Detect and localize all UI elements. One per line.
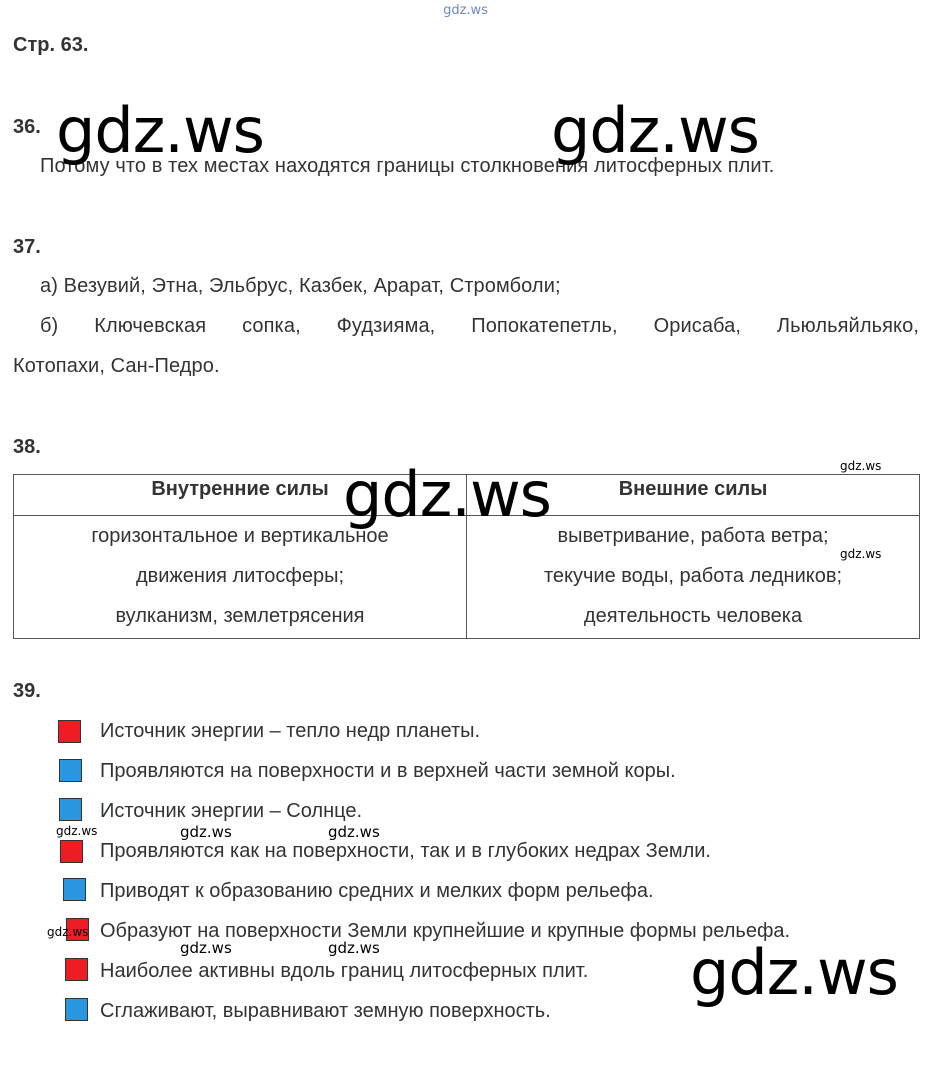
watermark-small: gdz.ws xyxy=(328,823,380,841)
question-36-number: 36. xyxy=(13,116,41,138)
red-square-marker xyxy=(65,958,88,981)
watermark-small: gdz.ws xyxy=(328,939,380,957)
blue-square-marker xyxy=(65,998,88,1021)
list-item: Проявляются на поверхности и в верхней части земной коры. xyxy=(100,760,676,782)
table-row xyxy=(14,516,920,639)
blue-square-marker xyxy=(59,798,82,821)
external-force-line: деятельность человека xyxy=(583,605,803,627)
question-37-word: Орисаба, xyxy=(653,315,742,337)
question-37-word: Льюльяйльяко, xyxy=(776,315,919,337)
external-force-line: выветривание, работа ветра; xyxy=(557,525,829,547)
internal-force-line: горизонтальное и вертикальное xyxy=(91,525,389,547)
question-37-line-a: а) Везувий, Этна, Эльбрус, Казбек, Арарат, Стромболи; xyxy=(40,275,561,297)
watermark-small: gdz.ws xyxy=(180,823,232,841)
external-forces-header: Внешние силы xyxy=(467,475,920,516)
question-37-word: Попокатепетль, xyxy=(471,315,618,337)
list-item: Наиболее активны вдоль границ литосферных плит. xyxy=(100,960,589,982)
question-37-line-b-continued: Котопахи, Сан-Педро. xyxy=(13,355,220,377)
question-37-line-b xyxy=(40,315,919,338)
external-forces-cell xyxy=(467,516,920,639)
question-38-number: 38. xyxy=(13,436,41,458)
list-item: Сглаживают, выравнивают земную поверхность. xyxy=(100,1000,551,1022)
question-39-number: 39. xyxy=(13,680,41,702)
question-36-answer: Потому что в тех местах находятся границы столкновения литосферных плит. xyxy=(40,155,775,177)
list-item: Проявляются как на поверхности, так и в глубоких недрах Земли. xyxy=(100,840,711,862)
question-37-word: б) xyxy=(40,315,59,337)
list-item: Источник энергии – тепло недр планеты. xyxy=(100,720,481,742)
internal-forces-header: Внутренние силы xyxy=(14,475,467,516)
watermark-big: gdz.ws xyxy=(343,458,551,531)
red-square-marker xyxy=(60,840,83,863)
blue-square-marker xyxy=(63,878,86,901)
question-37-word: сопка, xyxy=(242,315,301,337)
watermark-small: gdz.ws xyxy=(47,925,89,939)
internal-forces-cell xyxy=(14,516,467,639)
watermark-small: gdz.ws xyxy=(840,459,882,473)
watermark-top[interactable]: gdz.ws xyxy=(443,3,488,18)
question-37-number: 37. xyxy=(13,236,41,258)
blue-square-marker xyxy=(59,759,82,782)
question-37-word: Фудзияма, xyxy=(336,315,436,337)
watermark-big: gdz.ws xyxy=(56,94,264,167)
watermark-small: gdz.ws xyxy=(840,547,882,561)
page-header: Стр. 63. xyxy=(13,34,89,56)
red-square-marker xyxy=(58,720,81,743)
internal-force-line: вулканизм, землетрясения xyxy=(115,605,365,627)
watermark-big: gdz.ws xyxy=(690,936,898,1009)
list-item: Образуют на поверхности Земли крупнейшие и крупные формы рельефа. xyxy=(100,920,791,942)
watermark-big: gdz.ws xyxy=(551,94,759,167)
question-37-word: Ключевская xyxy=(94,315,207,337)
internal-force-line: движения литосферы; xyxy=(135,565,345,587)
watermark-small: gdz.ws xyxy=(56,824,98,838)
list-item: Источник энергии – Солнце. xyxy=(100,800,363,822)
watermark-small: gdz.ws xyxy=(180,939,232,957)
list-item: Приводят к образованию средних и мелких форм рельефа. xyxy=(100,880,654,902)
external-force-line: текучие воды, работа ледников; xyxy=(543,565,843,587)
